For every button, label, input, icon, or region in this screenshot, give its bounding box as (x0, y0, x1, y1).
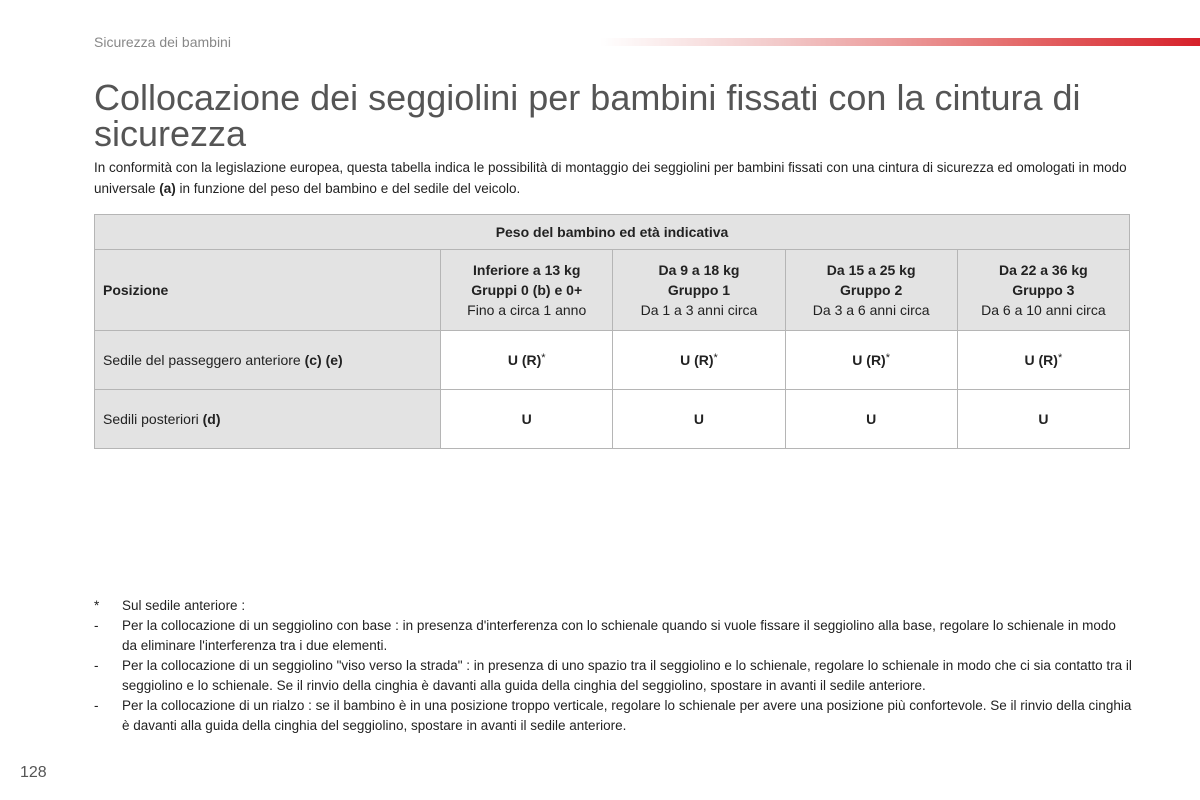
table-row (95, 331, 1130, 390)
table-cell (441, 390, 613, 449)
cell-mark: * (541, 352, 546, 364)
cell-value: U (R) (852, 352, 886, 368)
group-header (957, 250, 1129, 331)
section-label: Sicurezza dei bambini (94, 34, 231, 50)
cell-mark: * (885, 352, 890, 364)
cell-value: U (R) (1024, 352, 1058, 368)
row-label-text: Sedile del passeggero anteriore (103, 352, 305, 368)
footnote-text: Per la collocazione di un seggiolino con base : in presenza d'interferenza con lo schienale quando si vuole fissare il seggiolino alla base, regolare lo schienale in modo da eliminare l'interferenza tra i due elementi. (122, 618, 1116, 653)
group-name: Gruppi 0 (b) e 0+ (471, 282, 583, 298)
row-label (95, 331, 441, 390)
child-seat-table (94, 214, 1130, 449)
group-header (441, 250, 613, 331)
group-name: Gruppo 2 (840, 282, 903, 298)
group-age: Fino a circa 1 anno (467, 302, 587, 318)
footnote-text: Sul sedile anteriore : (122, 598, 246, 613)
footnote (94, 696, 1134, 736)
footnote-mark: - (94, 698, 99, 713)
footnote (94, 616, 1134, 656)
group-header (613, 250, 785, 331)
group-age: Da 3 a 6 anni circa (812, 302, 930, 318)
group-weight: Inferiore a 13 kg (473, 262, 581, 278)
cell-value: U (R) (507, 352, 542, 368)
cell-mark: * (713, 352, 718, 364)
footnote-text: Per la collocazione di un rialzo : se il bambino è in una posizione troppo verticale, regolare lo schienale per avere una posizione più confortevole. Se il rinvio della cinghia è davanti alla guida della cinghia del seggiolino, spostare in avanti il sedile anteriore. (122, 698, 1132, 733)
page-number: 128 (20, 764, 47, 781)
footnote-mark: - (94, 658, 99, 673)
intro-ref: (a) (159, 181, 176, 196)
table-main-header: Peso del bambino ed età indicativa (95, 215, 1130, 250)
group-header (785, 250, 957, 331)
cell-value: U (693, 411, 704, 427)
group-age: Da 1 a 3 anni circa (640, 302, 758, 318)
row-label-ref: (c) (e) (304, 352, 343, 368)
footnote (94, 656, 1134, 696)
group-name: Gruppo 1 (667, 282, 731, 298)
intro-paragraph (94, 157, 1144, 199)
position-header: Posizione (95, 250, 441, 331)
group-weight: Da 9 a 18 kg (658, 262, 740, 278)
group-weight: Da 22 a 36 kg (999, 262, 1088, 278)
cell-value: U (1038, 411, 1049, 427)
footnote-text: Per la collocazione di un seggiolino "viso verso la strada" : in presenza di uno spazio tra il seggiolino e lo schienale, regolare lo schienale in modo che ci sia contatto tra il seggiolino e lo schienale. Se il rinvio della cinghia è davanti alla guida della cinghia del seggiolino, spostare in avanti il sedile anteriore. (122, 658, 1132, 693)
table-cell (957, 331, 1129, 390)
table-cell (785, 331, 957, 390)
row-label (95, 390, 441, 449)
footnote (94, 596, 1134, 616)
cell-value: U (R) (680, 352, 714, 368)
table-cell (441, 331, 613, 390)
group-weight: Da 15 a 25 kg (826, 262, 916, 278)
footnotes (94, 596, 1134, 736)
table-row (95, 390, 1130, 449)
footnote-mark: - (94, 618, 99, 633)
table-cell (613, 331, 785, 390)
intro-text-1: In conformità con la legislazione europea, questa tabella indica le possibilità di montaggio dei seggiolini per bambini fissati con una cintura di sicurezza ed omologati in modo universale (94, 160, 1127, 196)
intro-text-2: in funzione del peso del bambino e del sedile del veicolo. (175, 181, 521, 196)
page-title: Collocazione dei seggiolini per bambini fissati con la cintura di sicurezza (94, 77, 1081, 154)
footnote-mark: * (94, 598, 100, 613)
cell-value: U (866, 411, 877, 427)
table-cell (613, 390, 785, 449)
header-accent-bar (600, 38, 1200, 46)
row-label-ref: (d) (202, 411, 221, 427)
table-cell (957, 390, 1129, 449)
group-age: Da 6 a 10 anni circa (981, 302, 1106, 318)
row-label-text: Sedili posteriori (103, 411, 203, 427)
table-cell (785, 390, 957, 449)
group-name: Gruppo 3 (1012, 282, 1075, 298)
cell-value: U (521, 411, 532, 427)
cell-mark: * (1057, 352, 1063, 364)
